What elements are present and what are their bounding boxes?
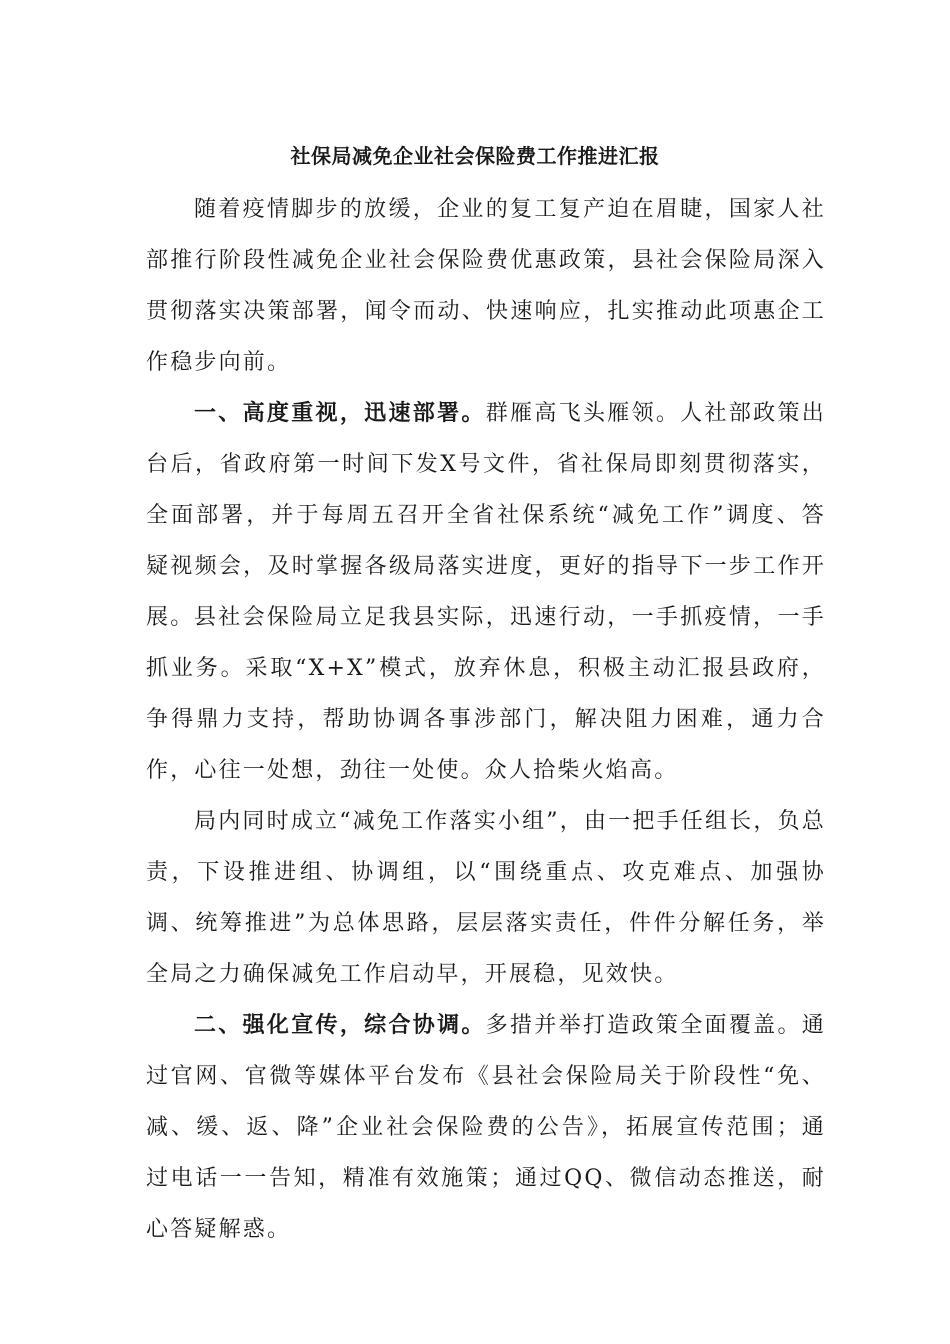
paragraph-intro [146,184,826,388]
paragraph-working-group [146,796,826,1000]
section-heading: 一、高度重视，迅速部署。 [194,401,486,426]
paragraph-body: 多措并举打造政策全面覆盖。通过官网、官微等媒体平台发布《县社会保险局关于阶段性“免、减、缓、返、降”企业社会保险费的公告》，拓展宣传范围；通过电话一一告知，精准有效施策；通过QQ、微信动态推送，耐心答疑解惑。 [146,1013,826,1242]
paragraph-county-action [146,592,826,796]
paragraph-body: 县社会保险局立足我县实际，迅速行动，一手抓疫情，一手抓业务。采取“X+X”模式，放弃休息，积极主动汇报县政府，争得鼎力支持，帮助协调各事涉部门，解决阻力困难，通力合作，心往一处想，劲往一处使。众人拾柴火焰高。 [146,605,826,783]
paragraph-body: 随着疫情脚步的放缓，企业的复工复产迫在眉睫，国家人社部推行阶段性减免企业社会保险费优惠政策，县社会保险局深入贯彻落实决策部署，闻令而动、快速响应，扎实推动此项惠企工作稳步向前。 [146,197,826,375]
section-heading: 二、强化宣传，综合协调。 [194,1013,486,1038]
paragraph-section-two [146,1000,826,1255]
paragraph-body: 局内同时成立“减免工作落实小组”，由一把手任组长，负总责，下设推进组、协调组，以“围绕重点、攻克难点、加强协调、统筹推进”为总体思路，层层落实责任，件件分解任务，举全局之力确保减免工作启动早，开展稳，见效快。 [146,809,826,987]
paragraph-body: 群雁高飞头雁领。人社部政策出台后，省政府第一时间下发X号文件，省社保局即刻贯彻落实，全面部署，并于每周五召开全省社保系统“减免工作”调度、答疑视频会，及时掌握各级局落实进度，更好的指导下一步工作开展。 [146,401,826,630]
document-title: 社保局减免企业社会保险费工作推进汇报 [290,144,660,168]
